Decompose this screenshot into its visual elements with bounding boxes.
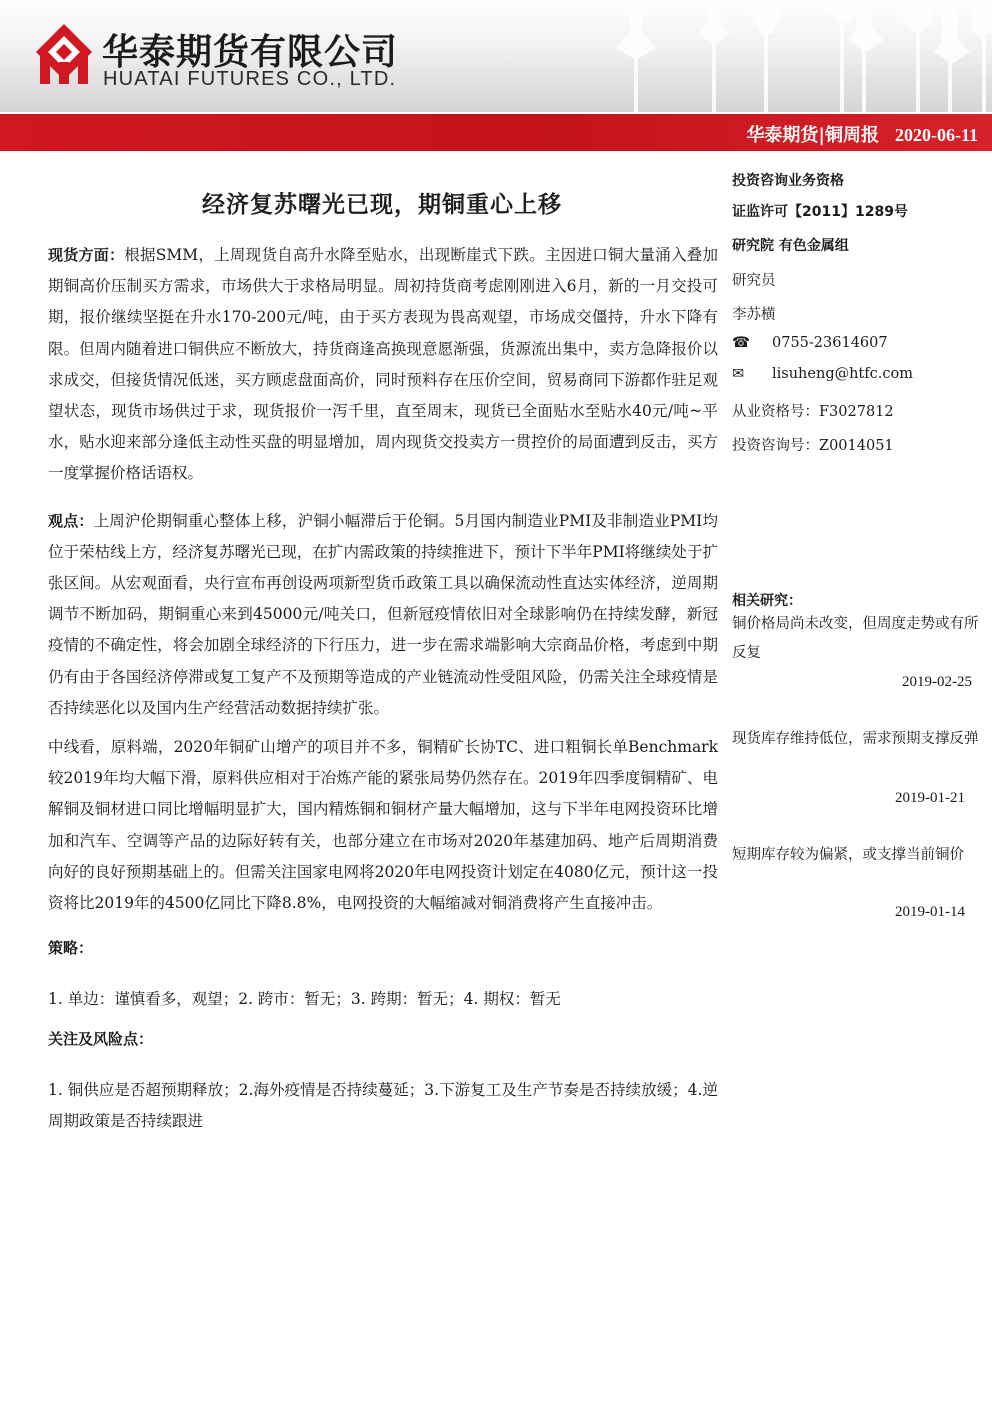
strategy-text: 1. 单边：谨慎看多，观望；2. 跨市：暂无；3. 跨期：暂无；4. 期权：暂无: [48, 990, 561, 1009]
decorative-pattern: [560, 0, 992, 112]
risk-heading: 关注及风险点：: [48, 1029, 154, 1048]
page-header: [0, 0, 992, 112]
spot-text: 根据SMM，上周现货自高升水降至贴水，出现断崖式下跌。主因进口铜大量涌入叠加期铜高价压制买方需求，市场供大于求格局明显。周初持货商考虑刚刚进入6月，新的一月交投可期，报价继续坚挺在升水170-200元/吨，由于买方表现为畏高观望，市场成交僵持，升水下降有限。但周内随着进口铜供应不断放大，持货商逢高换现意愿渐强，货源流出集中，卖方急降报价以求成交，但接货情况低迷，买方顾虑盘面高价，同时预料存在压价空间，贸易商同下游都作驻足观望状态，现货市场供过于求，现货报价一泻千里，直至周末，现货已全面贴水至贴水40元/吨~平水，贴水迎来部分逢低主动性买盘的明显增加，周内现货交投卖方一贯控价的局面遭到反击，买方一度掌握价格话语权。: [48, 246, 718, 483]
cert-number: 从业资格号：F3027812: [732, 404, 894, 420]
company-name-cn: 华泰期货有限公司: [102, 32, 399, 73]
report-title: 经济复苏曙光已现，期铜重心上移: [202, 192, 562, 218]
analyst-role: 研究员: [732, 273, 776, 289]
phone-icon: ☎: [732, 335, 751, 351]
view-paragraph: [48, 506, 718, 724]
license: 证监许可【2011】1289号: [732, 204, 908, 220]
email-icon: ✉: [732, 366, 745, 382]
brand-line: [746, 121, 978, 147]
spot-paragraph: [48, 240, 718, 490]
huatai-logo: [34, 22, 94, 86]
midline-paragraph: 中线看，原料端，2020年铜矿山增产的项目并不多，铜精矿长协TC、进口粗铜长单Benchmark较2019年均大幅下滑，原料供应相对于冶炼产能的紧张局势仍然存在。2019年四季度铜精矿、电解铜及铜材进口同比增幅明显扩大，国内精炼铜和铜材产量大幅增加，这与下半年电网投资环比增加和汽车、空调等产品的边际好转有关，也部分建立在市场对2020年基建加码、地产后周期消费向好的良好预期基础上的。但需关注国家电网将2020年电网投资计划定在4080亿元，预计这一投资将比2019年的4500亿同比下降8.8%，电网投资的大幅缩减对铜消费将产生直接冲击。: [48, 738, 718, 913]
company-name-en: HUATAI FUTURES CO., LTD.: [103, 68, 397, 90]
email-address[interactable]: lisuheng@htfc.com: [772, 366, 913, 382]
report-date: 2020-06-11: [895, 125, 978, 145]
related-research-title: 相关研究：: [732, 593, 802, 609]
related-item[interactable]: 短期库存较为偏紧，或支撑当前铜价: [732, 847, 964, 863]
phone-number: 0755-23614607: [772, 335, 888, 351]
spot-label: 现货方面：: [48, 246, 125, 264]
qualification: 投资咨询业务资格: [732, 173, 844, 189]
related-date: 2019-02-25: [902, 674, 972, 690]
institute: 研究院 有色金属组: [732, 238, 849, 254]
main-content: [48, 240, 718, 1137]
related-item[interactable]: 铜价格局尚未改变，但周度走势或有所反复: [732, 616, 979, 661]
consult-number: 投资咨询号：Z0014051: [732, 438, 894, 454]
phone-row: [732, 335, 888, 351]
report-brand: 华泰期货|铜周报: [746, 125, 879, 146]
analyst-name: 李苏横: [732, 307, 776, 323]
risk-text: 1. 铜供应是否超预期释放；2.海外疫情是否持续蔓延；3.下游复工及生产节奏是否持续放缓；4.逆周期政策是否持续跟进: [48, 1080, 718, 1131]
related-date: 2019-01-14: [895, 904, 965, 920]
view-label: 观点：: [48, 511, 94, 530]
related-date: 2019-01-21: [895, 790, 965, 806]
view-text: 上周沪伦期铜重心整体上移，沪铜小幅滞后于伦铜。5月国内制造业PMI及非制造业PMI均位于荣枯线上方，经济复苏曙光已现，在扩内需政策的持续推进下，预计下半年PMI将继续处于扩张区间。从宏观面看，央行宣布再创设两项新型货币政策工具以确保流动性直达实体经济，逆周期调节不断加码，期铜重心来到45000元/吨关口，但新冠疫情依旧对全球影响仍在持续发酵，新冠疫情的不确定性，将会加剧全球经济的下行压力，进一步在需求端影响大宗商品价格，考虑到中期仍有由于各国经济停滞或复工复产不及预期等造成的产业链流动性受阻风险，仍需关注全球疫情是否持续恶化以及国内生产经营活动数据持续扩张。: [48, 511, 718, 717]
email-row: [732, 366, 913, 382]
report-banner: [0, 114, 992, 151]
related-item[interactable]: 现货库存维持低位，需求预期支撑反弹: [732, 731, 979, 747]
strategy-heading: 策略：: [48, 939, 94, 958]
